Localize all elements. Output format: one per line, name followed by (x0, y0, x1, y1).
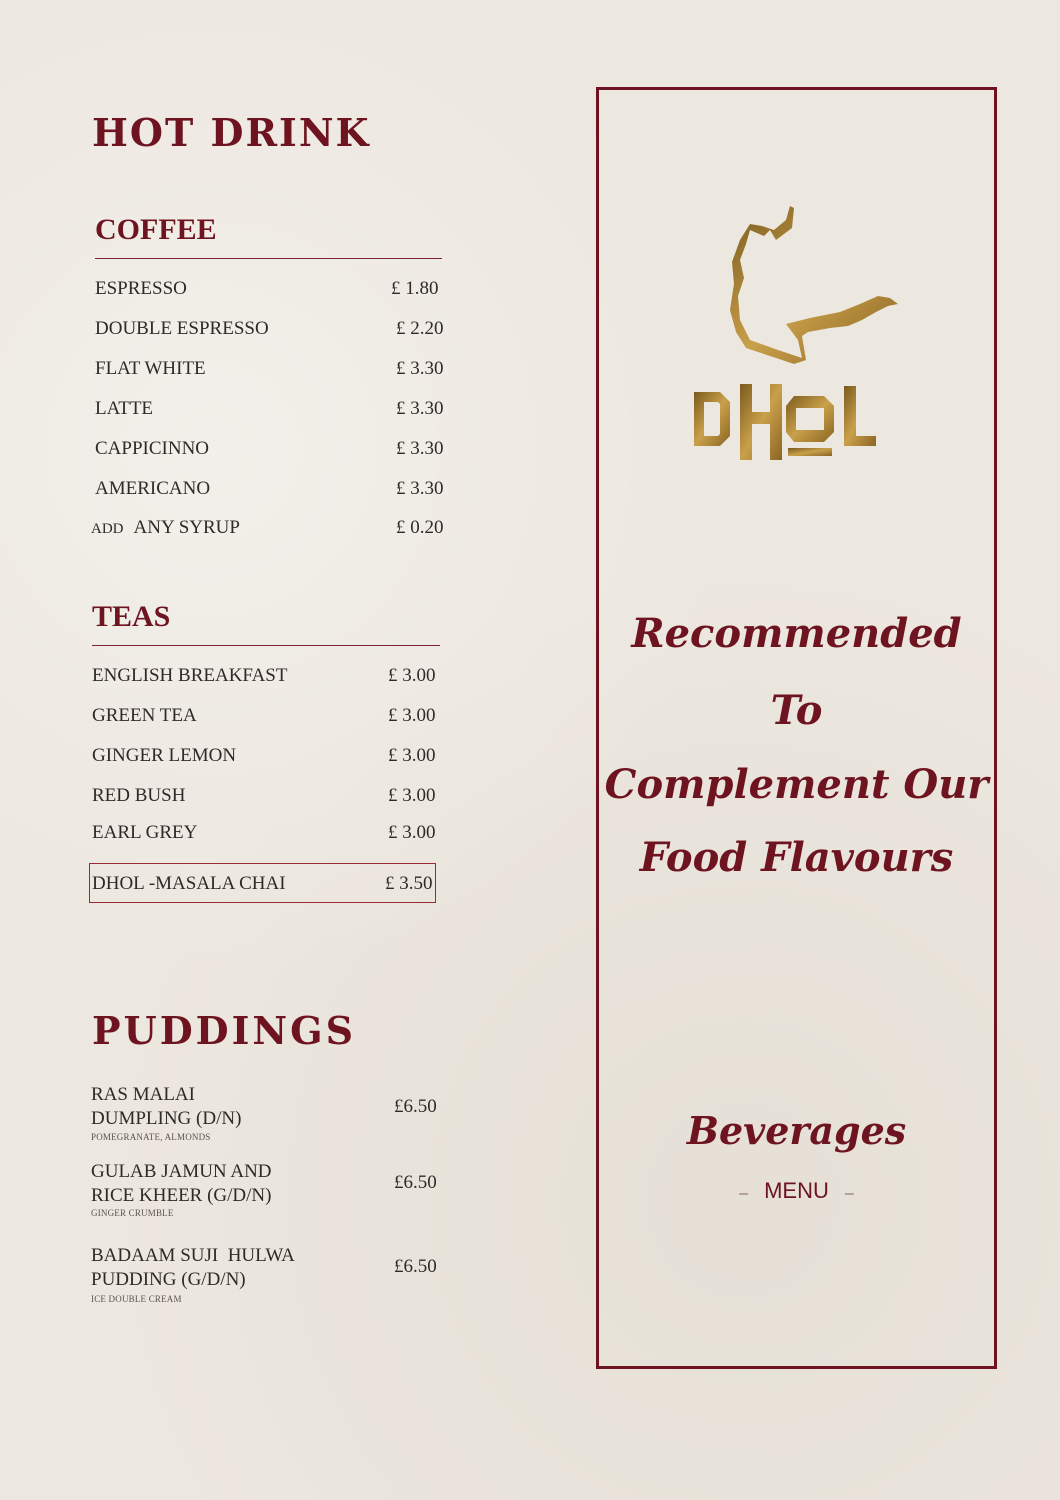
pudding-badaam-suji (91, 1244, 351, 1292)
pudding-gulab-jamun-sub: GINGER CRUMBLE (91, 1208, 174, 1218)
puddings-heading: PUDDINGS (92, 1008, 357, 1053)
coffee-addon-prefix: ADD (91, 521, 124, 537)
tea-price-ginger-lemon: £ 3.00 (388, 745, 436, 766)
coffee-price-espresso: £ 1.80 (391, 278, 439, 299)
tea-price-red-bush: £ 3.00 (388, 785, 436, 806)
coffee-addon (91, 517, 240, 539)
tea-item-ginger-lemon: GINGER LEMON (92, 745, 237, 766)
hot-drink-heading: HOT DRINK (92, 110, 371, 155)
coffee-item-americano: AMERICANO (95, 478, 211, 499)
coffee-price-flat-white: £ 3.30 (396, 358, 444, 379)
tea-item-green-tea: GREEN TEA (92, 705, 197, 726)
pudding-badaam-suji-price: £6.50 (394, 1256, 437, 1277)
tea-item-red-bush: RED BUSH (92, 785, 186, 806)
pudding-ras-malai-line1: RAS MALAI (91, 1084, 195, 1105)
coffee-price-cappicinno: £ 3.30 (396, 438, 444, 459)
tea-price-english-breakfast: £ 3.00 (388, 665, 436, 686)
tea-price-earl-grey: £ 3.00 (388, 822, 436, 843)
coffee-addon-name: ANY SYRUP (133, 517, 240, 538)
tagline-line-4: Food Flavours (639, 834, 954, 881)
pudding-gulab-jamun-line1: GULAB JAMUN AND (91, 1161, 272, 1182)
coffee-item-latte: LATTE (95, 398, 154, 419)
menu-dash-right: – (844, 1185, 854, 1202)
beverages-heading: Beverages (686, 1108, 907, 1153)
pudding-badaam-suji-sub: ICE DOUBLE CREAM (91, 1294, 182, 1304)
tea-price-masala-chai: £ 3.50 (385, 873, 433, 894)
coffee-price-double-espresso: £ 2.20 (396, 318, 444, 339)
pudding-ras-malai (91, 1083, 351, 1131)
pudding-ras-malai-price: £6.50 (394, 1096, 437, 1117)
coffee-item-flat-white: FLAT WHITE (95, 358, 206, 379)
tea-item-english-breakfast: ENGLISH BREAKFAST (92, 665, 288, 686)
pudding-gulab-jamun (91, 1160, 351, 1208)
teas-heading: TEAS (92, 600, 171, 633)
coffee-item-double-espresso: DOUBLE ESPRESSO (95, 318, 269, 339)
pudding-gulab-jamun-line2: RICE KHEER (G/D/N) (91, 1185, 272, 1206)
pudding-badaam-suji-line2: PUDDING (G/D/N) (91, 1269, 246, 1290)
tea-item-masala-chai: DHOL -MASALA CHAI (92, 873, 286, 894)
pudding-badaam-suji-line1: BADAAM SUJI HULWA (91, 1245, 295, 1266)
menu-label-row (596, 1178, 997, 1204)
menu-label: MENU (764, 1178, 829, 1203)
coffee-item-espresso: ESPRESSO (95, 278, 187, 299)
dhol-logo (690, 200, 910, 470)
coffee-price-americano: £ 3.30 (396, 478, 444, 499)
pudding-gulab-jamun-price: £6.50 (394, 1172, 437, 1193)
tagline-line-3: Complement Our (604, 761, 989, 808)
tagline-line-1: Recommended (631, 610, 962, 657)
tea-item-earl-grey: EARL GREY (92, 822, 198, 843)
coffee-item-cappicinno: CAPPICINNO (95, 438, 210, 459)
pudding-ras-malai-sub: POMEGRANATE, ALMONDS (91, 1132, 211, 1142)
coffee-price-latte: £ 3.30 (396, 398, 444, 419)
pudding-ras-malai-line2: DUMPLING (D/N) (91, 1108, 242, 1129)
coffee-divider (95, 258, 442, 259)
coffee-heading: COFFEE (95, 213, 217, 246)
dhol-wordmark-icon (694, 384, 876, 460)
menu-dash-left: – (739, 1185, 749, 1202)
teas-divider (92, 645, 440, 646)
coffee-addon-price: £ 0.20 (396, 517, 444, 538)
tea-price-green-tea: £ 3.00 (388, 705, 436, 726)
tagline-line-2: To (770, 687, 823, 734)
dancer-silhouette-icon (730, 206, 898, 364)
